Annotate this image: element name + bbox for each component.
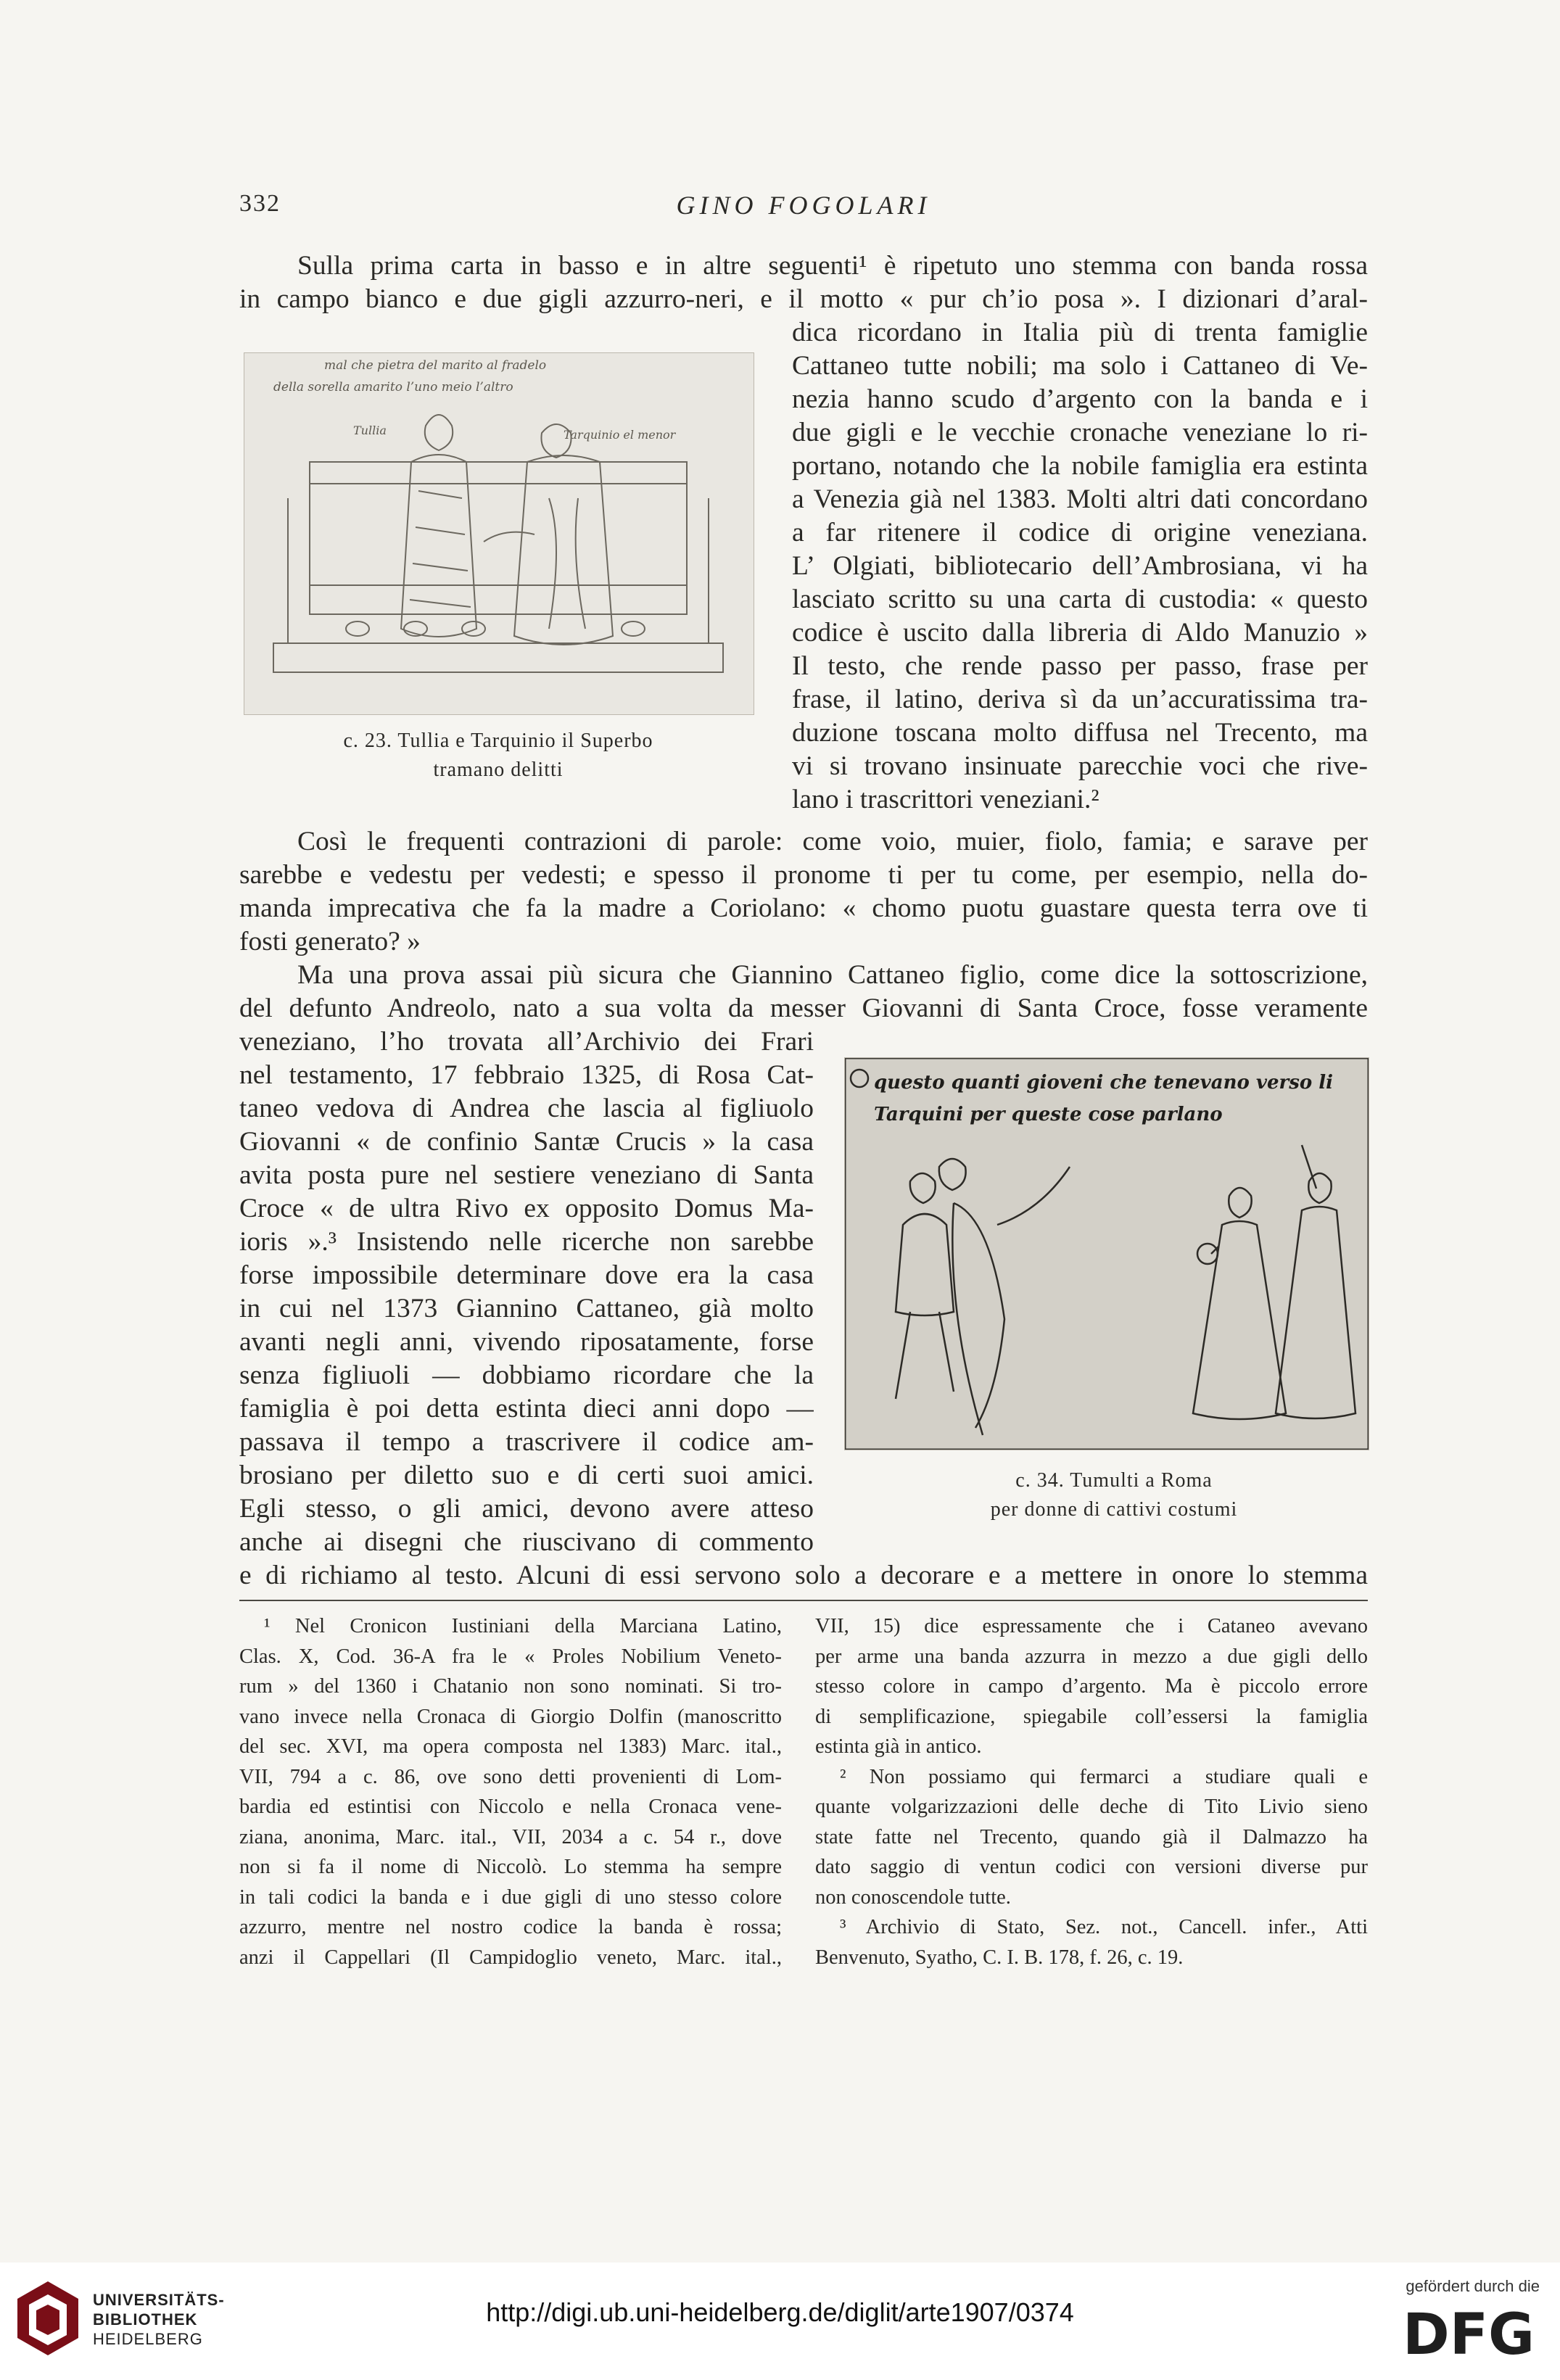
caption-title: c. 34. Tumulti a Roma <box>1015 1469 1213 1492</box>
drawing-tumulti-roma <box>845 1058 1369 1450</box>
footnote-line: azzurro, mentre nel nostro codice la banda è rossa; <box>239 1916 782 1938</box>
footnote-line: ¹ Nel Cronicon Iustiniani della Marciana Latino, <box>264 1615 782 1637</box>
footnote-line: anzi il Cappellari (Il Campidoglio veneto, Marc. ital., <box>239 1946 782 1969</box>
footnote-separator <box>239 1600 1368 1601</box>
footnote-line: state fatte nel Trecento, quando già il Dalmazzo ha <box>815 1825 1368 1848</box>
text-line: lasciato scritto su una carta di custodia: « questo <box>792 584 1368 614</box>
text-line: Ma una prova assai più sicura che Giannino Cattaneo figlio, come dice la sottoscrizione, <box>297 960 1368 990</box>
page-number: 332 <box>239 190 281 217</box>
footnote-line: rum » del 1360 i Chatanio non sono nominati. Si tro- <box>239 1675 782 1698</box>
text-line: nezia hanno scudo d’argento con la banda e i <box>792 384 1368 414</box>
footnote-line: Clas. X, Cod. 36-A fra le « Proles Nobilium Veneto- <box>239 1645 782 1668</box>
footnote-line: del sec. XVI, ma opera composta nel 1383) Marc. ital., <box>239 1735 782 1758</box>
inscription-line: mal che pietra del marito al fradelo <box>324 358 547 373</box>
caption-subtitle: tramano delitti <box>433 759 564 781</box>
text-line: Cattaneo tutte nobili; ma solo i Cattaneo di Ve- <box>792 351 1368 381</box>
text-line: famiglia è poi detta estinta dieci anni dopo — <box>239 1394 814 1424</box>
text-line: Giovanni « de confinio Santæ Crucis » la casa <box>239 1127 814 1157</box>
text-line: a Venezia già nel 1383. Molti altri dati concordano <box>792 484 1368 514</box>
inscription-line: Tullia <box>353 423 387 437</box>
text-line: del defunto Andreolo, nato a sua volta da messer Giovanni di Santa Croce, fosse veramente <box>239 993 1368 1023</box>
text-line: passava il tempo a trascrivere il codice am- <box>239 1427 814 1457</box>
figure-tullia-tarquinio <box>244 352 754 715</box>
university-line: BIBLIOTHEK <box>93 2310 198 2329</box>
text-line: brosiano per diletto suo e di certi suoi amici. <box>239 1460 814 1490</box>
paragraph-prova-top <box>239 959 1368 1025</box>
text-line: avita posta pure nel sestiere veneziano di Santa <box>239 1160 814 1190</box>
university-line: HEIDELBERG <box>93 2330 203 2348</box>
running-title: GINO FOGOLARI <box>676 191 931 220</box>
text-line: in cui nel 1373 Giannino Cattaneo, già molto <box>239 1294 814 1323</box>
footnote-line: ³ Archivio di Stato, Sez. not., Cancell. infer., Atti <box>840 1916 1368 1938</box>
paragraph-prova-side <box>239 1025 814 1559</box>
text-line: sarebbe e vedestu per vedesti; e spesso il pronome ti per tu come, per esempio, nella do- <box>239 860 1368 890</box>
footnote-line: dato saggio di ventun codici con versioni diverse pur <box>815 1856 1368 1878</box>
footnote-line: bardia ed estintisi con Niccolo e nella Cronaca vene- <box>239 1796 782 1818</box>
footnote-line: ² Non possiamo qui fermarci a studiare quali e <box>840 1765 1368 1788</box>
footnote-line: per arme una banda azzurra in mezzo a due gigli dello <box>815 1645 1368 1668</box>
dfg-logo-text: DFG <box>1402 2303 1535 2361</box>
figure-caption-23 <box>244 727 753 785</box>
footnote-line: stesso colore in campo d’argento. Ma è piccolo errore <box>815 1675 1368 1698</box>
text-line: veneziano, l’ho trovata all’Archivio dei Frari <box>239 1027 814 1057</box>
text-line: avanti negli anni, vivendo riposatamente, forse <box>239 1327 814 1357</box>
text-line: Croce « de ultra Rivo ex opposito Domus Ma- <box>239 1194 814 1223</box>
text-line: anche ai disegni che riuscivano di commento <box>239 1527 814 1557</box>
dfg-logo-icon[interactable] <box>1396 2303 1541 2361</box>
footnote-line: estinta già in antico. <box>815 1735 982 1758</box>
running-head <box>239 190 1368 234</box>
text-line: e di richiamo al testo. Alcuni di essi servono solo a decorare e a mettere in onore lo stemma <box>239 1561 1368 1590</box>
text-line: manda imprecativa che fa la madre a Coriolano: « chomo puotu guastare questa terra ove ti <box>239 893 1368 923</box>
footnote-line: non si fa il nome di Niccolò. Lo stemma ha sempre <box>239 1856 782 1878</box>
footnotes-right-column <box>815 1611 1368 1972</box>
figure-caption-34 <box>896 1466 1332 1524</box>
text-line: Così le frequenti contrazioni di parole: come voio, muier, fiolo, famia; e sarave per <box>297 827 1368 856</box>
text-line: frase, il latino, deriva sì da un’accuratissima tra- <box>792 685 1368 714</box>
footnote-line: non conoscendole tutte. <box>815 1885 1011 1909</box>
inscription-line: Tarquini per queste cose parlano <box>874 1104 1223 1125</box>
text-line: lano i trascrittori veneziani.² <box>792 785 1099 814</box>
text-line: L’ Olgiati, bibliotecario dell’Ambrosiana, vi ha <box>792 551 1368 581</box>
text-line: ioris ».³ Insistendo nelle ricerche non sarebbe <box>239 1227 814 1257</box>
text-line: nel testamento, 17 febbraio 1325, di Rosa Cat- <box>239 1060 814 1090</box>
footnote-line: VII, 794 a c. 86, ove sono detti provenienti di Lom- <box>239 1765 782 1788</box>
footnote-line: vano invece nella Cronaca di Giorgio Dolfin (manoscritto <box>239 1705 782 1728</box>
footnotes-left-column <box>239 1611 782 1972</box>
text-line: taneo vedova di Andrea che lascia al figliuolo <box>239 1094 814 1123</box>
inscription-line: della sorella amarito l’uno meio l’altro <box>273 380 513 394</box>
text-line: codice è uscito dalla libreria di Aldo Manuzio » <box>792 618 1368 648</box>
intro-paragraph-side <box>792 316 1368 817</box>
text-line: senza figliuoli — dobbiamo ricordare che la <box>239 1360 814 1390</box>
text-line: due gigli e le vecchie cronache veneziane lo ri- <box>792 418 1368 447</box>
text-line: duzione toscana molto diffusa nel Trecento, ma <box>792 718 1368 748</box>
figure-tumulti-roma <box>844 1057 1369 1450</box>
intro-paragraph-top <box>239 249 1368 316</box>
footnote-line: quante volgarizzazioni delle deche di Tito Livio sieno <box>815 1796 1368 1818</box>
text-line: a far ritenere il codice di origine veneziana. <box>792 518 1368 548</box>
drawing-tullia-tarquinio <box>244 353 754 714</box>
text-line: Il testo, che rende passo per passo, frase per <box>792 651 1368 681</box>
paragraph-prova-bottom <box>239 1559 1368 1592</box>
text-line: Sulla prima carta in basso e in altre seguenti¹ è ripetuto uno stemma con banda rossa <box>297 251 1368 281</box>
caption-title: c. 23. Tullia e Tarquinio il Superbo <box>343 730 653 752</box>
text-line: fosti generato? » <box>239 927 421 956</box>
digital-library-footer <box>0 2263 1560 2380</box>
permalink-url[interactable]: http://digi.ub.uni-heidelberg.de/diglit/arte1907/0374 <box>486 2297 1074 2327</box>
footnote-line: VII, 15) dice espressamente che i Cataneo avevano <box>815 1615 1368 1637</box>
caption-subtitle: per donne di cattivi costumi <box>990 1498 1238 1521</box>
footnote-line: ziana, anonima, Marc. ital., VII, 2034 a c. 54 r., dove <box>239 1825 782 1848</box>
footnote-line: Benvenuto, Syatho, C. I. B. 178, f. 26, c. 19. <box>815 1946 1184 1969</box>
inscription-line: Tarquinio el menor <box>564 428 676 442</box>
text-line: forse impossibile determinare dove era la casa <box>239 1260 814 1290</box>
footnote-line: di semplificazione, spiegabile coll’essersi la famiglia <box>815 1705 1368 1728</box>
text-line: in campo bianco e due gigli azzurro-neri, e il motto « pur ch’io posa ». I dizionari d’aral- <box>239 284 1368 314</box>
text-line: dica ricordano in Italia più di trenta famiglie <box>792 318 1368 347</box>
university-line: UNIVERSITÄTS- <box>93 2291 225 2309</box>
footnote-line: in tali codici la banda e i due gigli di uno stesso colore <box>239 1885 782 1909</box>
sponsor-label: gefördert durch die <box>1406 2277 1540 2295</box>
paragraph-contrazioni <box>239 825 1368 959</box>
inscription-line: questo quanti gioveni che tenevano verso li <box>874 1072 1334 1094</box>
text-line: Egli stesso, o gli amici, devono avere atteso <box>239 1494 814 1524</box>
text-line: portano, notando che la nobile famiglia era estinta <box>792 451 1368 481</box>
text-line: vi si trovano insinuate parecchie voci che rive- <box>792 751 1368 781</box>
